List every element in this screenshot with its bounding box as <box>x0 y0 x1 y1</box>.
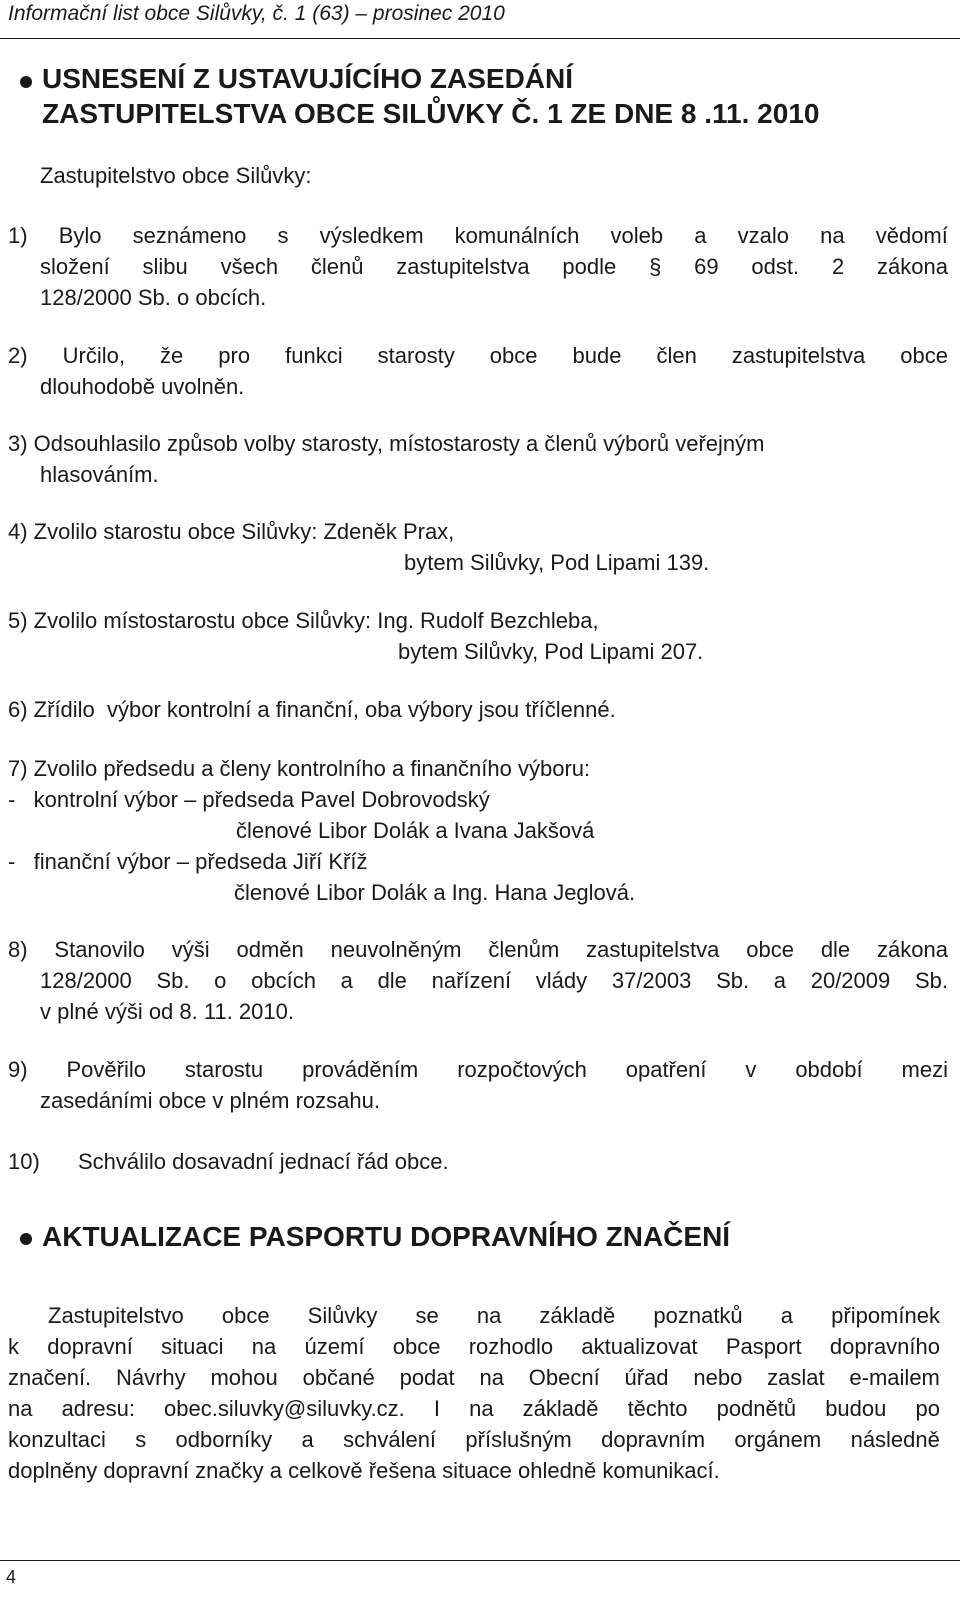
resolution-line: 9) Pověřilo starostu prováděním rozpočtových opatření v období mezi <box>8 1057 948 1082</box>
bullet-icon <box>20 76 32 88</box>
paragraph-line: Zastupitelstvo obce Silůvky se na základě poznatků a připomínek <box>48 1303 940 1328</box>
resolution-item-5: 5) Zvolilo místostarostu obce Silůvky: Ing. Rudolf Bezchleba, <box>8 608 599 633</box>
header-rule <box>0 38 960 39</box>
resolution-line: 2) Určilo, že pro funkci starosty obce bude člen zastupitelstva obce <box>8 343 948 368</box>
section-heading: AKTUALIZACE PASPORTU DOPRAVNÍHO ZNAČENÍ <box>42 1221 731 1252</box>
paragraph-line <box>8 1424 940 1455</box>
bullet-icon <box>20 1233 32 1245</box>
resolution-line <box>40 965 948 996</box>
section-heading: ZASTUPITELSTVA OBCE SILŮVKY Č. 1 ZE DNE 8 .11. 2010 <box>42 98 820 129</box>
resolution-line: 8) Stanovilo výši odměn neuvolněným členům zastupitelstva obce dle zákona <box>8 937 948 962</box>
resolution-item-3: 3) Odsouhlasilo způsob volby starosty, místostarosty a členů výborů veřejným <box>8 431 765 456</box>
resolution-item-2 <box>8 340 948 371</box>
paragraph-line <box>8 1331 940 1362</box>
paragraph-line <box>8 1362 940 1393</box>
resolution-item-9 <box>8 1054 948 1085</box>
paragraph-line <box>48 1300 940 1331</box>
resolution-line: 1) Bylo seznámeno s výsledkem komunálních voleb a vzalo na vědomí <box>8 223 948 248</box>
resolution-line: bytem Silůvky, Pod Lipami 207. <box>398 639 704 664</box>
footer-rule <box>0 1560 960 1561</box>
resolution-item-1 <box>8 220 948 251</box>
paragraph-line: značení. Návrhy mohou občané podat na Obecní úřad nebo zaslat e-mailem <box>8 1365 940 1390</box>
paragraph-line: konzultaci s odborníky a schválení příslušným dopravním orgánem následně <box>8 1427 940 1452</box>
resolution-line: zasedáními obce v plném rozsahu. <box>40 1088 380 1113</box>
resolution-line: hlasováním. <box>40 462 159 487</box>
paragraph-line <box>8 1393 940 1424</box>
resolution-line: členové Libor Dolák a Ing. Hana Jeglová. <box>234 880 636 905</box>
resolution-line: v plné výši od 8. 11. 2010. <box>40 999 294 1024</box>
resolution-line: bytem Silůvky, Pod Lipami 139. <box>404 550 710 575</box>
intro-text: Zastupitelstvo obce Silůvky: <box>40 163 312 188</box>
resolution-item-8 <box>8 934 948 965</box>
resolution-line: - finanční výbor – předseda Jiří Kříž <box>8 849 368 874</box>
resolution-line: 128/2000 Sb. o obcích. <box>40 285 267 310</box>
resolution-item-6: 6) Zřídilo výbor kontrolní a finanční, oba výbory jsou tříčlenné. <box>8 697 616 722</box>
paragraph-line: na adresu: obec.siluvky@siluvky.cz. I na základě těchto podnětů budou po <box>8 1396 940 1421</box>
paragraph-line: k dopravní situaci na území obce rozhodlo aktualizovat Pasport dopravního <box>8 1334 940 1359</box>
page-number: 4 <box>6 1567 17 1587</box>
resolution-item-4: 4) Zvolilo starostu obce Silůvky: Zdeněk Prax, <box>8 519 455 544</box>
section-heading: USNESENÍ Z USTAVUJÍCÍHO ZASEDÁNÍ <box>42 63 574 94</box>
resolution-item-10-number: 10) <box>8 1149 40 1174</box>
resolution-line: členové Libor Dolák a Ivana Jakšová <box>236 818 595 843</box>
resolution-item-10: Schválilo dosavadní jednací řád obce. <box>78 1149 449 1174</box>
newsletter-header: Informační list obce Silůvky, č. 1 (63) – prosinec 2010 <box>8 2 505 25</box>
resolution-line: 128/2000 Sb. o obcích a dle nařízení vlády 37/2003 Sb. a 20/2009 Sb. <box>40 968 948 993</box>
paragraph-line: doplněny dopravní značky a celkově řešena situace ohledně komunikací. <box>8 1458 720 1483</box>
resolution-line <box>40 251 948 282</box>
resolution-line: dlouhodobě uvolněn. <box>40 374 245 399</box>
resolution-line: - kontrolní výbor – předseda Pavel Dobrovodský <box>8 787 490 812</box>
resolution-line: složení slibu všech členů zastupitelstva podle § 69 odst. 2 zákona <box>40 254 948 279</box>
resolution-item-7: 7) Zvolilo předsedu a členy kontrolního a finančního výboru: <box>8 756 591 781</box>
